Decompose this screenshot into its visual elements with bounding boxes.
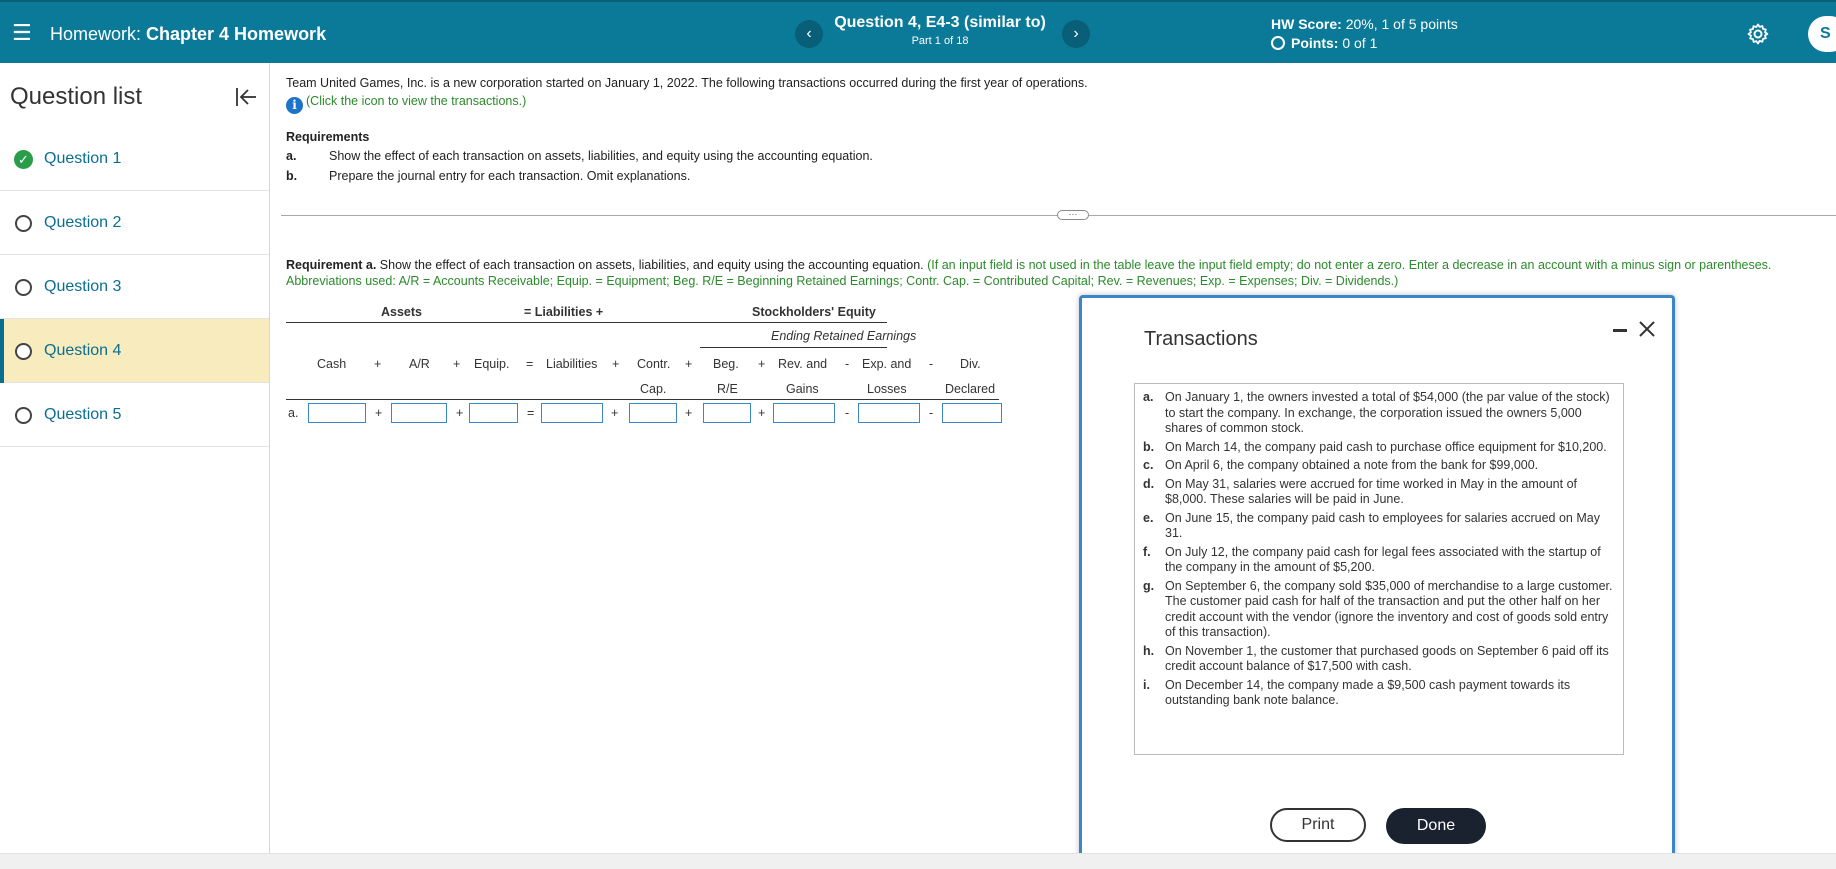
points-circle-icon bbox=[1271, 36, 1285, 50]
question-label: Question 4 bbox=[44, 342, 122, 359]
question-list-item-4[interactable] bbox=[0, 319, 269, 383]
requirement-text: Show the effect of each transaction on assets, liabilities, and equity using the accounting equation. bbox=[329, 149, 873, 163]
question-list-sidebar bbox=[0, 63, 270, 853]
col-contr: Contr. bbox=[637, 357, 671, 371]
requirement-letter: b. bbox=[286, 169, 298, 183]
beginning-re-input[interactable] bbox=[703, 403, 751, 423]
op-plus: + bbox=[758, 357, 766, 371]
requirement-b bbox=[286, 169, 690, 183]
ending-retained-earnings-header: Ending Retained Earnings bbox=[771, 329, 917, 343]
transaction-text: On May 31, salaries were accrued for time worked in May in the amount of $8,000. These salaries will be paid in June. bbox=[1165, 476, 1577, 506]
user-avatar[interactable] bbox=[1808, 16, 1836, 52]
chevron-left-icon: ‹ bbox=[806, 25, 812, 42]
chevron-right-icon: › bbox=[1073, 25, 1079, 42]
col-beg: Beg. bbox=[713, 357, 739, 371]
header-rule bbox=[286, 322, 887, 323]
points-value: 0 of 1 bbox=[1342, 35, 1378, 51]
requirement-a-instructions bbox=[286, 258, 1836, 272]
col-cash: Cash bbox=[317, 357, 347, 371]
req-a-text: Show the effect of each transaction on assets, liabilities, and equity using the accounting equation. bbox=[376, 258, 928, 272]
transaction-item bbox=[1143, 477, 1615, 508]
unanswered-circle-icon bbox=[15, 343, 32, 360]
op-minus: - bbox=[845, 357, 850, 371]
col-rev-and: Rev. and bbox=[778, 357, 828, 371]
transactions-list bbox=[1134, 383, 1624, 755]
col-div: Div. bbox=[960, 357, 981, 371]
ar-input[interactable] bbox=[391, 403, 447, 423]
transaction-letter: b. bbox=[1143, 439, 1155, 454]
gear-icon[interactable] bbox=[1746, 22, 1770, 46]
transaction-letter: h. bbox=[1143, 643, 1155, 658]
op-equals: = bbox=[526, 357, 534, 371]
retained-earnings-rule bbox=[700, 347, 887, 348]
checkmark-icon: ✓ bbox=[14, 150, 33, 169]
homework-title bbox=[50, 24, 326, 45]
unanswered-circle-icon bbox=[15, 407, 32, 424]
top-bar bbox=[0, 0, 1836, 63]
transaction-letter: f. bbox=[1143, 544, 1151, 559]
question-title: Question 4, E4-3 (similar to) bbox=[834, 14, 1046, 31]
homework-prefix: Homework: bbox=[50, 24, 147, 44]
unanswered-circle-icon bbox=[15, 215, 32, 232]
close-icon[interactable] bbox=[1636, 318, 1658, 340]
op-minus: - bbox=[929, 406, 934, 420]
transaction-text: On January 1, the owners invested a total of $54,000 (the par value of the stock) to start the company. In exchange, the corporation issued the owners 5,000 shares of common stock. bbox=[1165, 390, 1610, 435]
transaction-letter: d. bbox=[1143, 476, 1155, 491]
question-label: Question 5 bbox=[44, 406, 122, 423]
requirements-heading: Requirements bbox=[286, 130, 370, 144]
op-plus: + bbox=[374, 357, 382, 371]
op-plus: + bbox=[456, 406, 464, 420]
transaction-text: On September 6, the company sold $35,000 of merchandise to a large customer. The customer paid cash for half of the transaction and put the other half on her credit account with the vendor (ignore the inventory and cost of goods sold entry of this transaction). bbox=[1165, 578, 1613, 639]
requirement-letter: a. bbox=[286, 149, 297, 163]
col-ar: A/R bbox=[409, 357, 430, 371]
homework-name: Chapter 4 Homework bbox=[146, 24, 327, 44]
transaction-item bbox=[1143, 644, 1615, 675]
transaction-text: On April 6, the company obtained a note from the bank for $99,000. bbox=[1165, 458, 1539, 472]
question-list-title: Question list bbox=[10, 83, 143, 110]
transaction-text: On December 14, the company made a $9,500 cash payment towards its outstanding bank note balance. bbox=[1165, 677, 1571, 707]
hamburger-menu-icon[interactable]: ☰ bbox=[12, 20, 32, 45]
col-exp-and: Exp. and bbox=[862, 357, 912, 371]
requirement-a bbox=[286, 149, 873, 163]
op-equals: = bbox=[527, 406, 535, 420]
col-re: R/E bbox=[717, 382, 738, 396]
req-a-instruction: (If an input field is not used in the table leave the input field empty; do not enter a zero. Enter a decrease in an account with a minus sign or parentheses. bbox=[927, 258, 1772, 272]
contributed-capital-input[interactable] bbox=[629, 403, 677, 423]
minimize-icon[interactable] bbox=[1612, 322, 1628, 338]
row-letter: a. bbox=[288, 406, 299, 420]
transaction-text: On November 1, the customer that purchased goods on September 6 paid off its credit account balance of $17,500 with cash. bbox=[1165, 643, 1609, 673]
transaction-item bbox=[1143, 458, 1615, 474]
revenues-input[interactable] bbox=[773, 403, 835, 423]
transaction-letter: e. bbox=[1143, 510, 1154, 525]
transaction-item bbox=[1143, 390, 1615, 437]
hw-score-value: 20%, 1 of 5 points bbox=[1345, 16, 1458, 32]
info-link-text[interactable]: (Click the icon to view the transactions.) bbox=[306, 94, 527, 108]
info-icon[interactable]: i bbox=[286, 97, 303, 114]
liabilities-header: = Liabilities + bbox=[524, 305, 604, 319]
stockholders-equity-header: Stockholders' Equity bbox=[752, 305, 876, 319]
transaction-letter: c. bbox=[1143, 458, 1154, 472]
avatar-initial: S bbox=[1820, 25, 1831, 42]
transaction-item bbox=[1143, 545, 1615, 576]
op-plus: + bbox=[453, 357, 461, 371]
hw-score-label: HW Score: bbox=[1271, 16, 1346, 32]
assets-header: Assets bbox=[381, 305, 422, 319]
question-list-item-1[interactable] bbox=[0, 127, 269, 191]
op-plus: + bbox=[375, 406, 383, 420]
req-a-label: Requirement a. bbox=[286, 258, 377, 272]
col-cap: Cap. bbox=[640, 382, 667, 396]
transaction-text: On June 15, the company paid cash to employees for salaries accrued on May 31. bbox=[1165, 510, 1600, 540]
points-label: Points: bbox=[1291, 35, 1343, 51]
transaction-letter: g. bbox=[1143, 578, 1155, 593]
question-list-item-5[interactable] bbox=[0, 383, 269, 447]
transactions-dialog bbox=[1079, 295, 1675, 869]
equip-input[interactable] bbox=[469, 403, 518, 423]
next-question-button[interactable] bbox=[1062, 20, 1090, 48]
col-declared: Declared bbox=[945, 382, 996, 396]
problem-intro: Team United Games, Inc. is a new corporation started on January 1, 2022. The following transactions occurred during the first year of operations. bbox=[286, 76, 1088, 90]
divider-handle-icon[interactable]: ··· bbox=[1057, 210, 1089, 220]
question-list-item-3[interactable] bbox=[0, 255, 269, 319]
dialog-title: Transactions bbox=[1144, 328, 1258, 350]
op-plus: + bbox=[611, 406, 619, 420]
transaction-item bbox=[1143, 678, 1615, 709]
transaction-letter: a. bbox=[1143, 390, 1154, 404]
question-list-item-2[interactable] bbox=[0, 191, 269, 255]
transaction-text: On July 12, the company paid cash for legal fees associated with the startup of the company in the amount of $5,200. bbox=[1165, 544, 1601, 574]
abbreviations-note: Abbreviations used: A/R = Accounts Receivable; Equip. = Equipment; Beg. R/E = Beginning Retained Earnings; Contr. Cap. = Contributed Capital; Rev. = Revenues; Exp. = Expenses; Div. = Dividends.) bbox=[286, 274, 1399, 288]
cash-input[interactable] bbox=[308, 403, 366, 423]
question-label: Question 1 bbox=[44, 150, 122, 167]
done-button[interactable]: Done bbox=[1386, 808, 1486, 844]
col-gains: Gains bbox=[786, 382, 819, 396]
previous-question-button[interactable] bbox=[795, 20, 823, 48]
unanswered-circle-icon bbox=[15, 279, 32, 296]
view-transactions-link[interactable] bbox=[286, 94, 526, 114]
transaction-item bbox=[1143, 579, 1615, 641]
transaction-text: On March 14, the company paid cash to purchase office equipment for $10,200. bbox=[1165, 439, 1607, 454]
dividends-input[interactable] bbox=[942, 403, 1002, 423]
transaction-item bbox=[1143, 440, 1615, 456]
requirement-text: Prepare the journal entry for each transaction. Omit explanations. bbox=[329, 169, 691, 183]
question-part: Part 1 of 18 bbox=[911, 35, 969, 47]
points bbox=[1271, 35, 1377, 51]
liabilities-input[interactable] bbox=[541, 403, 603, 423]
question-label: Question 3 bbox=[44, 278, 122, 295]
col-losses: Losses bbox=[867, 382, 907, 396]
op-plus: + bbox=[685, 357, 693, 371]
collapse-sidebar-icon[interactable] bbox=[234, 85, 258, 109]
bottom-bar bbox=[0, 853, 1836, 869]
expenses-input[interactable] bbox=[858, 403, 920, 423]
col-equip: Equip. bbox=[474, 357, 510, 371]
op-plus: + bbox=[612, 357, 620, 371]
op-plus: + bbox=[758, 406, 766, 420]
col-liabilities: Liabilities bbox=[546, 357, 598, 371]
question-label: Question 2 bbox=[44, 214, 122, 231]
op-minus: - bbox=[845, 406, 850, 420]
transaction-item bbox=[1143, 511, 1615, 542]
hw-score bbox=[1271, 16, 1458, 32]
columns-rule bbox=[286, 399, 999, 400]
op-plus: + bbox=[685, 406, 693, 420]
transaction-letter: i. bbox=[1143, 677, 1150, 692]
print-button[interactable]: Print bbox=[1270, 808, 1366, 842]
op-minus: - bbox=[929, 357, 934, 371]
